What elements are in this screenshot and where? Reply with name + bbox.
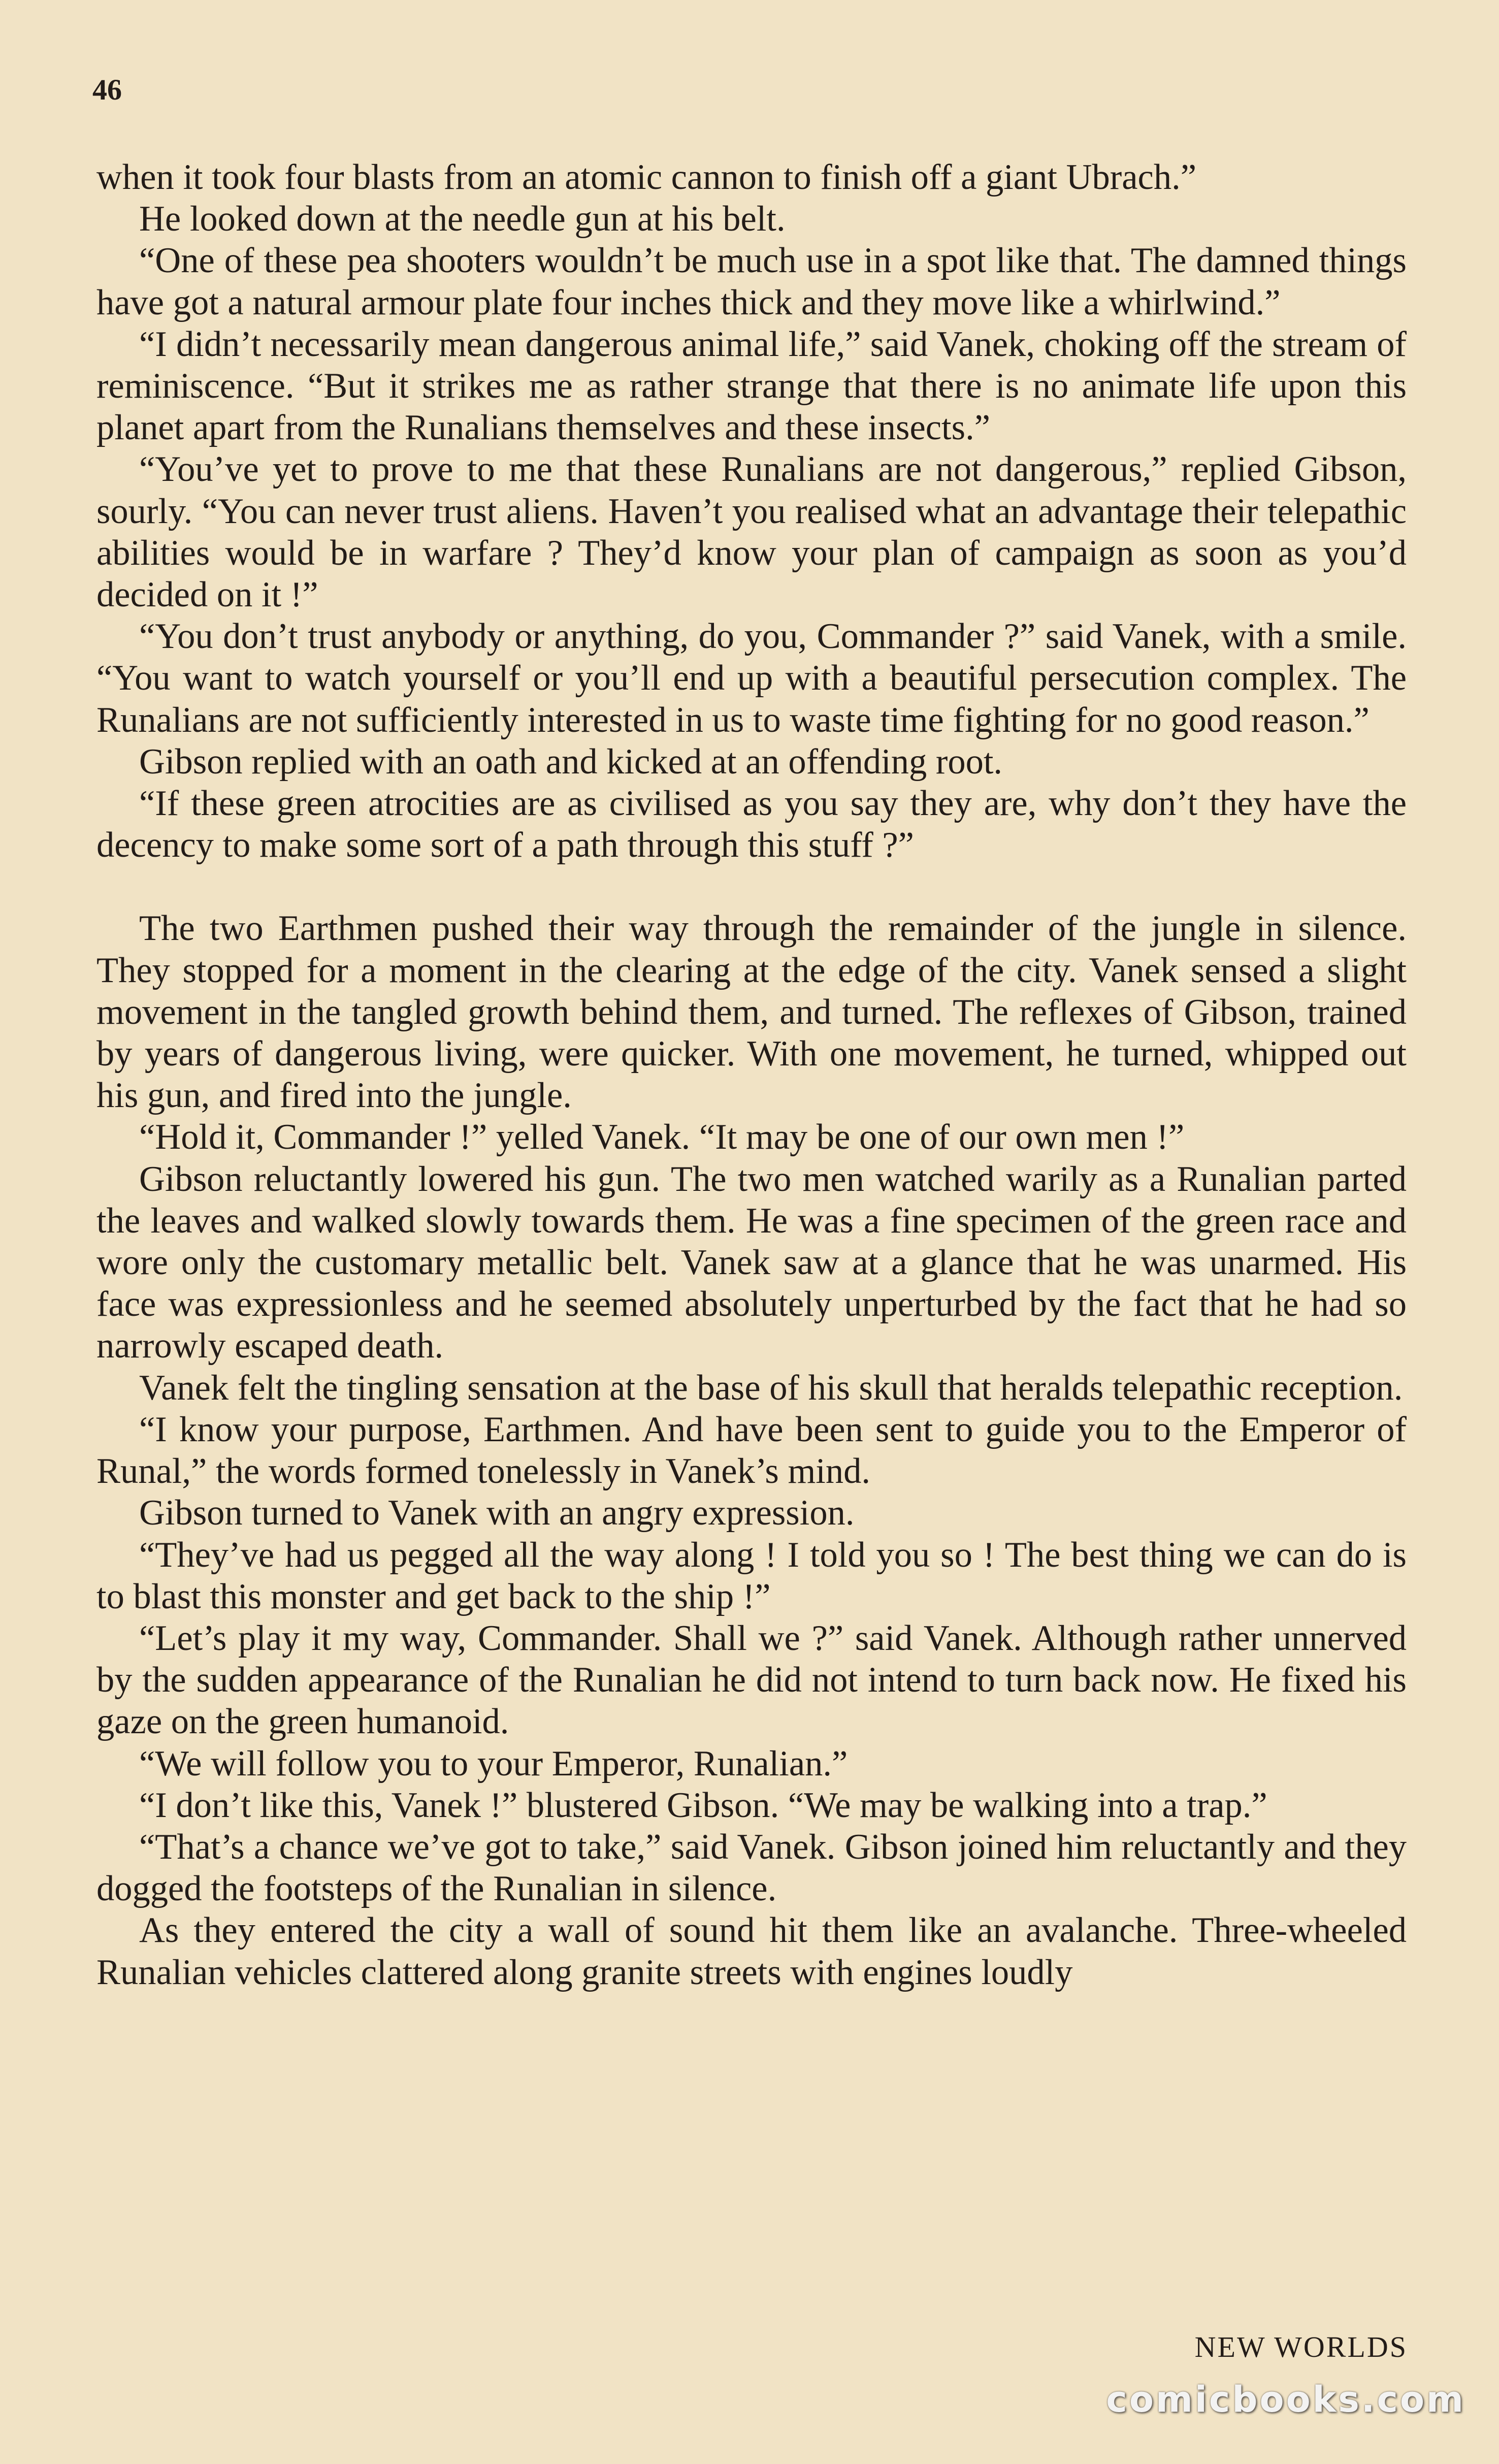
paragraph: when it took four blasts from an atomic cannon to finish off a giant Ubrach.” xyxy=(96,157,1197,197)
paragraph: Vanek felt the tingling sensation at the base of his skull that heralds telepathic reception. xyxy=(139,1368,1403,1408)
paragraph: He looked down at the needle gun at his belt. xyxy=(139,199,786,239)
footer-magazine-title: NEW WORLDS xyxy=(1194,2330,1408,2363)
paragraph: “One of these pea shooters wouldn’t be much use in a spot like that. The damned things have got a natural armour plate four inches thick and they move like a whirlwind.” xyxy=(96,241,1407,322)
paragraph: “Hold it, Commander !” yelled Vanek. “It may be one of our own men !” xyxy=(139,1117,1185,1157)
paragraph: “I didn’t necessarily mean dangerous animal life,” said Vanek, choking off the stream of reminiscence. “But it strikes me as rather strange that there is no animate life upon this planet apart from the Runalians themselves and these insects.” xyxy=(96,324,1407,448)
watermark: comicbooks.com xyxy=(1106,2379,1465,2420)
paragraph: “That’s a chance we’ve got to take,” said Vanek. Gibson joined him reluctantly and they dogged the footsteps of the Runalian in silence. xyxy=(96,1827,1407,1909)
paragraph: Gibson replied with an oath and kicked at an offending root. xyxy=(139,741,1003,782)
paragraph: “I don’t like this, Vanek !” blustered Gibson. “We may be walking into a trap.” xyxy=(139,1785,1267,1825)
paragraph: As they entered the city a wall of sound hit them like an avalanche. Three-wheeled Runalian vehicles clattered along granite streets with engines loudly xyxy=(96,1910,1407,1992)
paragraph: “You’ve yet to prove to me that these Runalians are not dangerous,” replied Gibson, sourly. “You can never trust aliens. Haven’t you realised what an advantage their telepathic abilities would be in warfare ? They’d know your plan of campaign as soon as you’d decided on it !” xyxy=(96,449,1407,615)
paragraph: The two Earthmen pushed their way through the remainder of the jungle in silence. They stopped for a moment in the clearing at the edge of the city. Vanek sensed a slight movement in the tangled growth behind them, and turned. The reflexes of Gibson, trained by years of dangerous living, were quicker. With one movement, he turned, whipped out his gun, and fired into the jungle. xyxy=(96,909,1407,1116)
paragraph: “They’ve had us pegged all the way along ! I told you so ! The best thing we can do is to blast this monster and get back to the ship !” xyxy=(96,1535,1407,1616)
page-number: 46 xyxy=(92,73,122,106)
paragraph: Gibson reluctantly lowered his gun. The two men watched warily as a Runalian parted the leaves and walked slowly towards them. He was a fine specimen of the green race and wore only the customary metallic belt. Vanek saw at a glance that he was unarmed. His face was expressionless and he seemed absolutely unperturbed by the fact that he had so narrowly escaped death. xyxy=(96,1159,1407,1366)
paragraph: “You don’t trust anybody or anything, do you, Commander ?” said Vanek, with a smile. “You want to watch yourself or you’ll end up with a beautiful persecution complex. The Runalians are not sufficiently interested in us to waste time fighting for no good reason.” xyxy=(96,617,1407,740)
paragraph: “We will follow you to your Emperor, Runalian.” xyxy=(139,1743,848,1784)
paragraph: “If these green atrocities are as civilised as you say they are, why don’t they have the decency to make some sort of a path through this stuff ?” xyxy=(96,784,1407,865)
story-text xyxy=(96,156,1407,1993)
paragraph: “I know your purpose, Earthmen. And have been sent to guide you to the Emperor of Runal,” the words formed tonelessly in Vanek’s mind. xyxy=(96,1409,1407,1492)
paragraph: “Let’s play it my way, Commander. Shall we ?” said Vanek. Although rather unnerved by the sudden appearance of the Runalian he did not intend to turn back now. He fixed his gaze on the green humanoid. xyxy=(96,1618,1407,1742)
paragraph: Gibson turned to Vanek with an angry expression. xyxy=(139,1493,855,1533)
